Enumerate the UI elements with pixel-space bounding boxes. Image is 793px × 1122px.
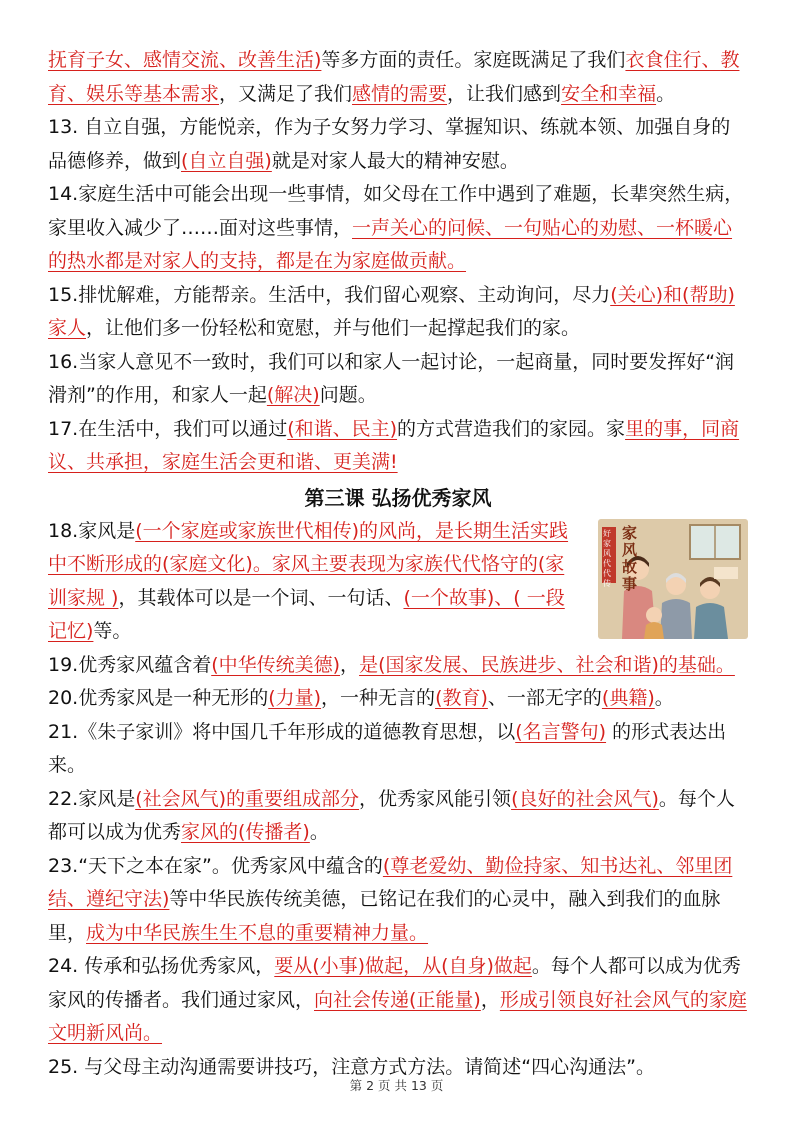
answer-text: 家风的(传播者) xyxy=(181,821,310,843)
answer-text: (典籍) xyxy=(601,687,655,709)
answer-text: 安全和幸福 xyxy=(561,82,657,105)
illustration-image xyxy=(598,519,748,639)
body-text: ， xyxy=(340,653,360,676)
body-text: 25. 与父母主动沟通需要讲技巧，注意方式方法。请简述“四心沟通法”。 xyxy=(48,1055,655,1078)
answer-text: 要从(小事)做起，从(自身)做起 xyxy=(274,955,532,977)
answer-text: (名言警句) xyxy=(515,720,607,743)
answer-text: (尊老爱幼、勤俭持家、知书达礼、邻里团结、遵纪守法) xyxy=(48,854,733,910)
body-text: ，又满足了我们 xyxy=(219,82,353,105)
body-text: ，优秀家风能引领 xyxy=(359,787,512,810)
body-text: 等。 xyxy=(93,620,132,642)
body-text: 18.家风是 xyxy=(48,519,136,542)
paragraph-20 xyxy=(48,682,748,716)
body-text: 。 xyxy=(656,82,676,105)
answer-text: 里的事，同商议、共承担，家庭生活会更和谐、更美满! xyxy=(48,417,740,473)
body-text: 问题。 xyxy=(319,384,377,406)
paragraph-24 xyxy=(48,950,748,1051)
paragraph-23 xyxy=(48,850,748,951)
paragraph-19 xyxy=(48,649,748,683)
paragraph-16 xyxy=(48,346,748,413)
answer-text: 一声关心的问候、一句贴心的劝慰、一杯暖心的热水都是对家人的支持，都是在为家庭做贡献。 xyxy=(48,216,733,272)
body-text: 的形式表达出来。 xyxy=(48,720,727,776)
body-text: 21.《朱子家训》将中国几千年形成的道德教育思想，以 xyxy=(48,720,516,743)
paragraph-21 xyxy=(48,716,748,783)
answer-text: (教育) xyxy=(435,687,488,709)
body-text: 22.家风是 xyxy=(48,787,136,810)
body-text: 20.优秀家风是一种无形的 xyxy=(48,687,269,709)
answer-text: (关心)和(帮助)家人 xyxy=(48,283,735,339)
body-text: ，一种无言的 xyxy=(321,687,436,709)
document-content xyxy=(48,44,748,1084)
answer-text: (良好的社会风气) xyxy=(511,787,659,810)
answer-text: 衣食住行、 xyxy=(625,49,721,71)
body-text: 13. 自立自强，方能悦亲，作为子女努力学习、掌握知识、练就本领、加强自身的品德修养，做到 xyxy=(48,116,731,172)
paragraph-14 xyxy=(48,178,748,279)
answer-text: 成为中华民族生生不息的重要精神力量。 xyxy=(86,921,429,944)
body-text: 19.优秀家风蕴含着 xyxy=(48,653,212,676)
page-footer: 第 2 页 共 13 页 xyxy=(349,1078,444,1093)
answer-text: 是(国家发展、民族进步、社会和谐)的基础。 xyxy=(359,653,735,676)
answer-text: (社会风气)的重要组成部分 xyxy=(135,787,360,810)
answer-text: (一个家庭或家族世代相传)的风尚，是长期生活实践中不断形成的(家庭文化)。家风主要表现为家族代代恪守的(家训家规 ) xyxy=(48,519,569,609)
answer-text: (中华传统美德) xyxy=(211,653,341,676)
body-text: 16.当家人意见不一致时，我们可以和家人一起讨论，一起商量，同时要发挥好“润滑剂”的作用，和家人一起 xyxy=(48,350,735,406)
body-text: ，让我们感到 xyxy=(447,82,562,105)
body-text: 14.家庭生活中可能会出现一些事情，如父母在工作中遇到了难题，长辈突然生病，家里收入减少了……面对这些事情， xyxy=(48,183,744,239)
answer-text: (和谐、民主) xyxy=(287,417,398,440)
family-story-illustration xyxy=(598,519,748,639)
illustration-subtitle: 好家风代代传 xyxy=(603,528,611,588)
body-text: 等多方面的责任。家庭既满足了我们 xyxy=(321,49,626,71)
body-text: 。 xyxy=(654,687,674,709)
body-text: 、一部无字的 xyxy=(487,687,602,709)
answer-text: 教育、娱乐等基本需求 xyxy=(48,49,740,105)
body-text: 就是对家人最大的精神安慰。 xyxy=(271,149,519,172)
body-text: 24. 传承和弘扬优秀家风， xyxy=(48,955,275,977)
answer-text: 感情的需要 xyxy=(352,82,448,105)
paragraph-15 xyxy=(48,279,748,346)
paragraph-17 xyxy=(48,413,748,480)
body-text: 15.排忧解难，方能帮亲。生活中，我们留心观察、主动询问，尽力 xyxy=(48,283,611,306)
body-text: 23.“天下之本在家”。优秀家风中蕴含的 xyxy=(48,854,383,877)
body-text: 。每个人都可以成为优秀家风的传播者。我们通过家风， xyxy=(48,955,741,1011)
answer-text: 形成引领良好社会风气的家庭文明新风尚。 xyxy=(48,988,747,1044)
body-text: ， xyxy=(480,988,500,1011)
body-text: 。 xyxy=(309,821,329,843)
answer-text: 向社会传递(正能量) xyxy=(314,988,481,1011)
answer-text: (解决) xyxy=(266,384,320,406)
body-text: 。每个人都可以成为优秀 xyxy=(48,787,735,843)
illustration-title: 家风故事 xyxy=(622,523,638,593)
paragraph-22 xyxy=(48,783,748,850)
body-text: 的方式营造我们的家园。家 xyxy=(397,417,626,440)
lesson-title: 第三课 弘扬优秀家风 xyxy=(304,485,492,510)
answer-text: (力量) xyxy=(268,687,322,709)
body-text: 17.在生活中，我们可以通过 xyxy=(48,417,288,440)
body-text: ，让他们多一份轻松和宽慰，并与他们一起撑起我们的家。 xyxy=(86,317,581,339)
answer-text: (自立自强) xyxy=(181,149,272,172)
body-text: ，其载体可以是一个词、一句话、 xyxy=(118,586,404,609)
paragraph-13 xyxy=(48,111,748,178)
answer-text: 抚育子女、感情交流、改善生活) xyxy=(48,49,322,71)
paragraph-intro xyxy=(48,44,748,111)
body-text: 等中华民族传统美德，已铭记在我们的心灵中，融入到我们的血脉里， xyxy=(48,888,721,944)
answer-text: (一个故事)、( 一段记忆) xyxy=(48,586,565,642)
